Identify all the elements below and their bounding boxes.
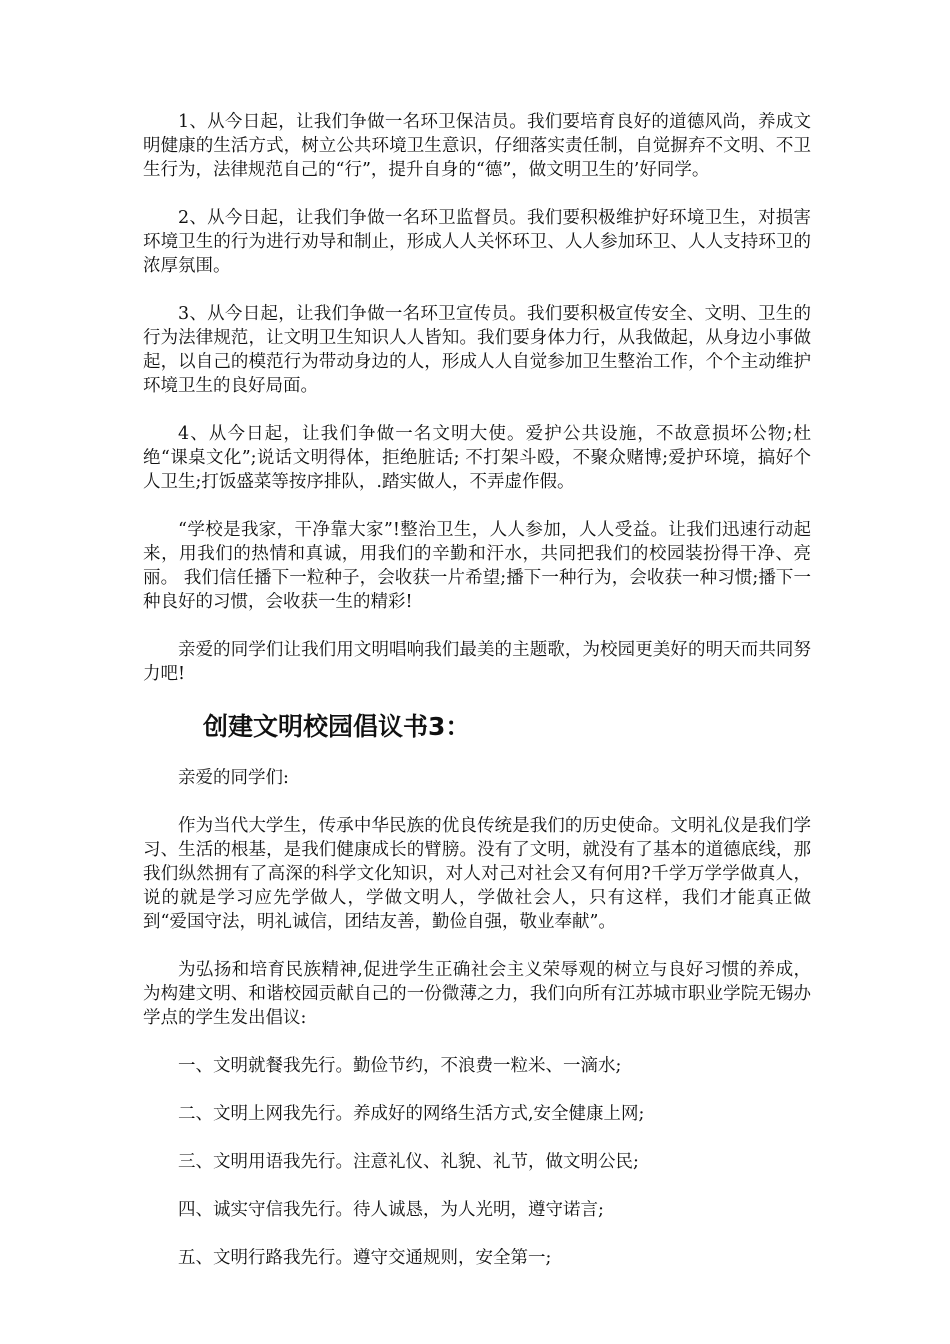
paragraph-proposal: 为弘扬和培育民族精神,促进学生正确社会主义荣辱观的树立与良好习惯的养成，为构建文明、和谐校园贡献自己的一份微薄之力，我们向所有江苏城市职业学院无锡办学点的学生发出倡议: bbox=[143, 960, 811, 1028]
proposal-item-5: 五、文明行路我先行。遵守交通规则，安全第一; bbox=[178, 1248, 552, 1268]
section-heading: 创建文明校园倡议书3： bbox=[203, 712, 471, 741]
proposal-item-3: 三、文明用语我先行。注意礼仪、礼貌、礼节，做文明公民; bbox=[178, 1152, 639, 1172]
proposal-item-2: 二、文明上网我先行。养成好的网络生活方式,安全健康上网; bbox=[178, 1104, 645, 1124]
salutation: 亲爱的同学们: bbox=[178, 768, 289, 788]
paragraph-item-3: 3、从今日起，让我们争做一名环卫宣传员。我们要积极宣传安全、文明、卫生的行为法律规范，让文明卫生知识人人皆知。我们要身体力行，从我做起，从身边小事做起，以自己的模范行为带动身边的人，形成人人自觉参加卫生整治工作，个个主动维护环境卫生的良好局面。 bbox=[143, 304, 811, 396]
paragraph-closing: 亲爱的同学们让我们用文明唱响我们最美的主题歌，为校园更美好的明天而共同努力吧! bbox=[143, 640, 811, 684]
paragraph-item-2: 2、从今日起，让我们争做一名环卫监督员。我们要积极维护好环境卫生，对损害环境卫生的行为进行劝导和制止，形成人人关怀环卫、人人参加环卫、人人支持环卫的浓厚氛围。 bbox=[143, 208, 811, 276]
paragraph-item-1: 1、从今日起，让我们争做一名环卫保洁员。我们要培育良好的道德风尚，养成文明健康的生活方式，树立公共环境卫生意识，仔细落实责任制，自觉摒弃不文明、不卫生行为，法律规范自己的“行”，提升自身的“德”，做文明卫生的’好同学。 bbox=[143, 112, 811, 180]
proposal-item-1: 一、文明就餐我先行。勤俭节约，不浪费一粒米、一滴水; bbox=[178, 1056, 622, 1076]
paragraph-item-4: 4、从今日起，让我们争做一名文明大使。爱护公共设施，不故意损坏公物;杜绝“课桌文化”;说话文明得体，拒绝脏话; 不打架斗殴，不聚众赌博;爱护环境，搞好个人卫生;打饭盛菜等按序排队，.踏实做人，不弄虚作假。 bbox=[143, 424, 811, 492]
proposal-item-4: 四、诚实守信我先行。待人诚恳，为人光明，遵守诺言; bbox=[178, 1200, 604, 1220]
document-body bbox=[143, 110, 811, 1294]
paragraph-intro: 作为当代大学生，传承中华民族的优良传统是我们的历史使命。文明礼仪是我们学习、生活的根基，是我们健康成长的臂膀。没有了文明，就没有了基本的道德底线，那我们纵然拥有了高深的科学文化知识，对人对己对社会又有何用?千学万学学做真人，说的就是学习应先学做人，学做文明人，学做社会人，只有这样，我们才能真正做到“爱国守法，明礼诚信，团结友善，勤俭自强，敬业奉献”。 bbox=[143, 816, 811, 932]
paragraph-slogan: “学校是我家，干净靠大家”!整治卫生，人人参加，人人受益。让我们迅速行动起来，用我们的热情和真诚，用我们的辛勤和汗水，共同把我们的校园装扮得干净、亮丽。 我们信任播下一粒种子，会收获一片希望;播下一种行为，会收获一种习惯;播下一种良好的习惯，会收获一生的精彩! bbox=[143, 520, 811, 612]
